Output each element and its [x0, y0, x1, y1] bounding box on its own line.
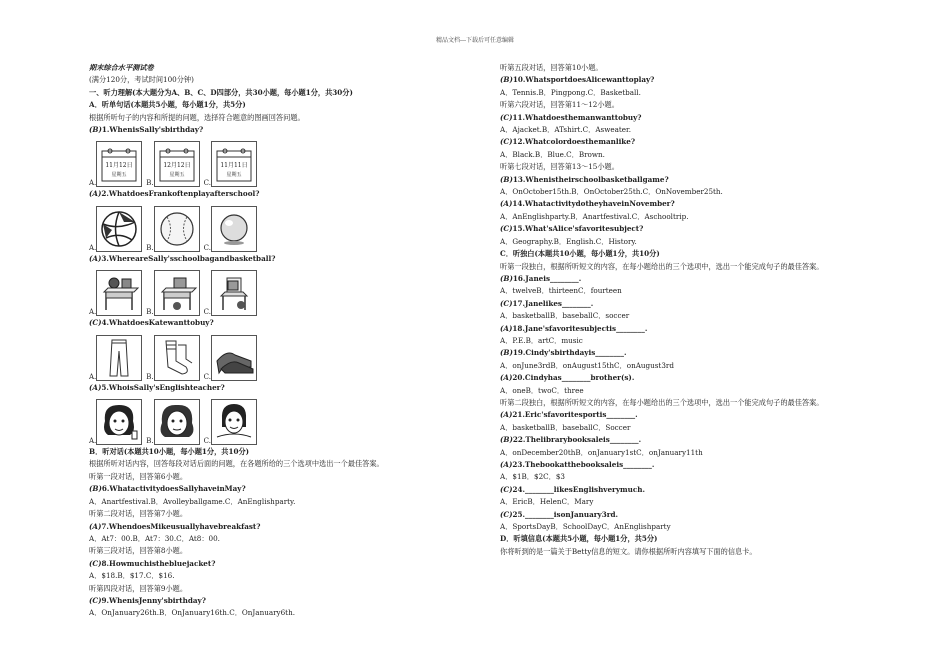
question-11-options: A．Ajacket.B．ATshirt.C．Asweater.: [500, 125, 631, 135]
calendar-date-label: 11月11日: [220, 162, 248, 170]
question-7: (A)7.WhendoesMikeusuallyhavebreakfast?: [89, 521, 261, 531]
question-7-options: A．At7：00.B．At7：30.C．At8：00.: [89, 533, 220, 543]
calendar-date-label: 11月12日: [105, 162, 133, 170]
question-13: (B)13.Whenistheirschoolbasketballgame?: [500, 174, 669, 184]
question-15-options: A．Geography.B．English.C．History.: [500, 236, 637, 246]
question-3: (A)3.WhereareSally'sschoolbagandbasketball?: [89, 253, 276, 263]
baseball-icon: [154, 206, 200, 252]
q5-option-b: B.: [146, 399, 199, 445]
question-25-options: A．SportsDayB．SchoolDayC．AnEnglishparty: [500, 522, 671, 532]
question-11: (C)11.Whatdoesthemanwanttobuy?: [500, 112, 642, 122]
teacher-face-icon: [154, 399, 200, 445]
question-9: (C)9.WhenisJenny'sbirthday?: [89, 595, 206, 605]
q1-option-c: C. 11月11日 星期五: [204, 141, 257, 187]
section-c-instruction: 听第一段独白，根据所听短文的内容，在每小题给出的三个选项中，选出一个能完成句子的最佳答案。: [500, 261, 824, 271]
teacher-face-icon: [211, 399, 257, 445]
question-3-options: [89, 266, 469, 316]
calendar-weekday-label: 星期五: [111, 172, 127, 179]
q5-option-a: A.: [89, 399, 142, 445]
socks-icon: [154, 335, 200, 381]
question-10: (B)10.WhatsportdoesAlicewanttoplay?: [500, 75, 655, 85]
q5-option-c: C.: [204, 399, 257, 445]
page-header: 精品文档---下载后可任意编辑: [435, 37, 515, 44]
desk-with-bag-icon: [154, 270, 200, 316]
section-b-heading: B．听对话(本题共10小题，每小题1分，共10分): [89, 447, 250, 457]
pants-icon: [96, 335, 142, 381]
left-column: [89, 62, 469, 620]
question-21-options: A．basketballB．baseballC．Soccer: [500, 422, 631, 432]
dialogue-2-note: 听第二段对话，回答第7小题。: [89, 509, 188, 519]
shoes-icon: [211, 335, 257, 381]
question-8-options: A．$18.B．$17.C．$16.: [89, 571, 175, 581]
calendar-icon: [154, 141, 200, 187]
question-25: (C)25.________isonJanuary3rd.: [500, 509, 619, 519]
question-18: (A)18.Jane'sfavoritesubjectis________.: [500, 323, 648, 333]
paper-title: 期末综合水平测试卷: [89, 63, 154, 72]
q2-option-c: C.: [204, 206, 257, 252]
q3-option-a: A.: [89, 270, 142, 316]
question-12-options: A．Black.B．Blue.C．Brown.: [500, 149, 605, 159]
question-16: (B)16.Janeis________.: [500, 273, 582, 283]
question-12: (C)12.Whatcolordoesthemanlike?: [500, 137, 636, 147]
question-9-options: A．OnJanuary26th.B．OnJanuary16th.C．OnJanuary6th.: [89, 608, 295, 618]
calendar-icon: [211, 141, 257, 187]
question-19: (B)19.Cindy'sbirthdayis________.: [500, 348, 627, 358]
question-22: (B)22.Thelibrarybooksaleis________.: [500, 435, 642, 445]
question-21: (A)21.Eric'sfavoritesportis________.: [500, 410, 638, 420]
question-4: (C)4.WhatdoesKatewanttobuy?: [89, 318, 214, 328]
volleyball-icon: [96, 206, 142, 252]
question-2-options: [89, 202, 469, 252]
q4-option-c: C.: [204, 335, 257, 381]
dialogue-3-note: 听第三段对话，回答第8小题。: [89, 546, 188, 556]
teacher-face-icon: [96, 399, 142, 445]
question-14: (A)14.WhatactivitydotheyhaveinNovember?: [500, 199, 675, 209]
section-d-heading: D．听填信息(本题共5小题，每小题1分，共5分): [500, 534, 658, 544]
section-a-instruction: 根据所听句子的内容和所提的问题，选择符合题意的图画回答问题。: [89, 112, 305, 122]
question-23: (A)23.Thebookatthebooksaleis________.: [500, 460, 655, 469]
question-17: (C)17.Janelikes________.: [500, 298, 594, 308]
q1-option-a: A. 11月12日 星期五: [89, 141, 142, 187]
q3-option-b: B.: [146, 270, 199, 316]
question-8: (C)8.Howmuchisthebluejacket?: [89, 558, 216, 568]
question-18-options: A．P.E.B．artC．music: [500, 335, 583, 345]
section-c-heading: C．听独白(本题共10小题，每小题1分，共10分): [500, 249, 660, 259]
section-d-instruction: 你将听到的是一篇关于Betty信息的短文。请你根据所听内容填写下面的信息卡。: [500, 546, 757, 556]
calendar-weekday-label: 星期五: [169, 172, 185, 179]
question-14-options: A．AnEnglishparty.B．Anartfestival.C．Aschooltrip.: [500, 211, 689, 221]
calendar-icon: [96, 141, 142, 187]
dialogue-6-note: 听第六段对话，回答第11～12小题。: [500, 100, 619, 110]
right-column: [500, 62, 880, 558]
question-19-options: A．onJune3rdB．onAugust15thC．onAugust3rd: [500, 360, 674, 370]
calendar-weekday-label: 星期五: [226, 172, 242, 179]
part1-heading: 一、听力理解(本大题分为A、B、C、D四部分，共30小题，每小题1分，共30分): [89, 87, 353, 97]
paper-subtitle: (满分120分，考试时间100分钟): [89, 75, 194, 85]
q2-option-a: A.: [89, 206, 142, 252]
section-a-heading: A．听单句话(本题共5小题，每小题1分，共5分): [89, 100, 246, 110]
question-1: (B)1.WhenisSally'sbirthday?: [89, 125, 204, 135]
question-20: (A)20.Cindyhas________brother(s).: [500, 373, 635, 383]
q1-option-b: B. 12月12日 星期五: [146, 141, 199, 187]
question-16-options: A．twelveB．thirteenC．fourteen: [500, 286, 622, 296]
question-15: (C)15.What'sAlice'sfavoritesubject?: [500, 224, 644, 234]
question-6-options: A．Anartfestival.B．Avolleyballgame.C．AnEnglishparty.: [89, 496, 296, 506]
ball-icon: [211, 206, 257, 252]
question-22-options: A．onDecember20thB．onJanuary1stC．onJanuary11th: [500, 447, 703, 457]
q4-option-b: B.: [146, 335, 199, 381]
question-5-options: [89, 395, 469, 445]
dialogue-1-note: 听第一段对话，回答第6小题。: [89, 471, 188, 481]
q3-option-c: C.: [204, 270, 257, 316]
question-10-options: A．Tennis.B．Pingpong.C．Basketball.: [500, 87, 641, 97]
question-1-options: [89, 137, 469, 187]
question-24-options: A．EricB．HelenC．Mary: [500, 497, 594, 507]
chair-with-bag-icon: [211, 270, 257, 316]
q4-option-a: A.: [89, 335, 142, 381]
question-2: (A)2.WhatdoesFrankoftenplayafterschool?: [89, 189, 260, 199]
question-5: (A)5.WhoisSally'sEnglishteacher?: [89, 382, 225, 392]
section-c2-instruction: 听第二段独白，根据所听短文的内容，在每小题给出的三个选项中，选出一个能完成句子的最佳答案。: [500, 397, 824, 407]
dialogue-5-note: 听第五段对话，回答第10小题。: [500, 63, 603, 72]
dialogue-7-note: 听第七段对话，回答第13～15小题。: [500, 162, 619, 172]
desk-with-bag-and-ball-icon: [96, 270, 142, 316]
question-24: (C)24.________likesEnglishverymuch.: [500, 484, 645, 494]
question-13-options: A．OnOctober15th.B．OnOctober25th.C．OnNovember25th.: [500, 187, 723, 197]
question-23-options: A．$1B．$2C．$3: [500, 472, 565, 482]
question-6: (B)6.WhatactivitydoesSallyhaveinMay?: [89, 484, 246, 494]
question-4-options: [89, 331, 469, 381]
calendar-date-label: 12月12日: [163, 162, 191, 170]
question-20-options: A．oneB．twoC．three: [500, 385, 584, 395]
q2-option-b: B.: [146, 206, 199, 252]
dialogue-4-note: 听第四段对话，回答第9小题。: [89, 583, 188, 593]
section-b-instruction: 根据所听对话内容，回答每段对话后面的问题，在各题所给的三个选项中选出一个最佳答案。: [89, 459, 384, 469]
question-17-options: A．basketballB．baseballC．soccer: [500, 311, 630, 321]
